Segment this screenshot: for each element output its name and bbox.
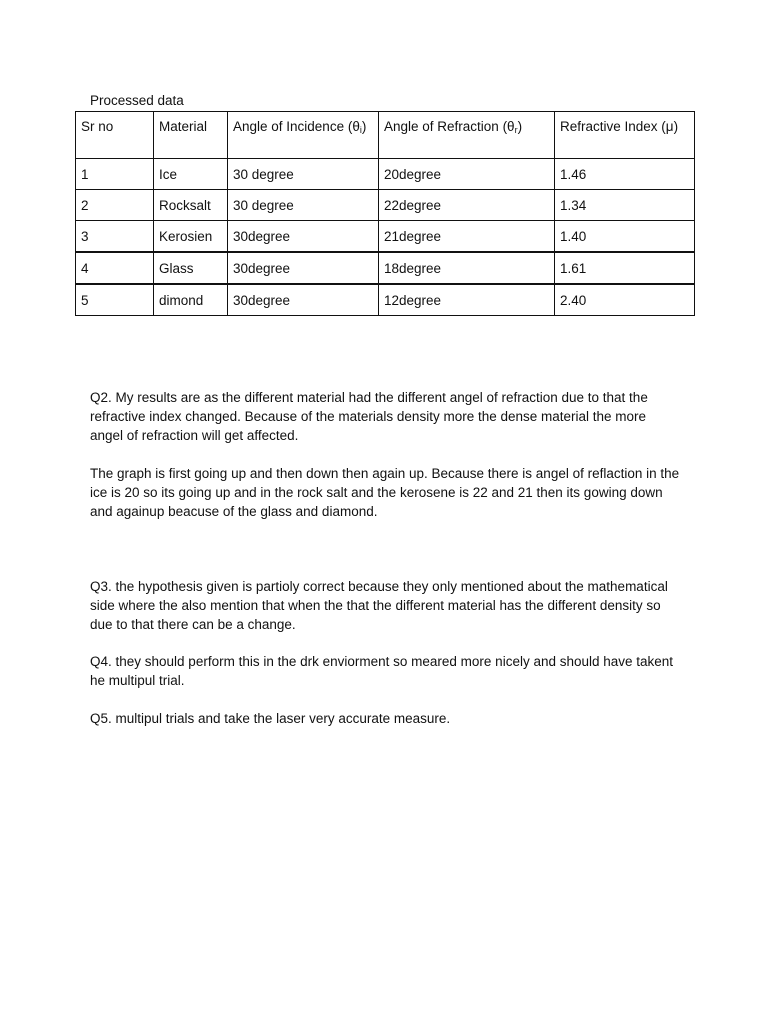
processed-data-table	[75, 111, 695, 316]
cell-material: Glass	[154, 252, 228, 284]
cell-refractive-index: 2.40	[555, 284, 695, 316]
cell-angle-of-refraction: 20degree	[379, 159, 555, 190]
table-row	[76, 221, 695, 253]
answer-q2-paragraph-1: Q2. My results are as the different material had the different angel of refraction due to that the refractive index changed. Because of the materials density more the dense material the more angel of refraction will get affected.	[90, 390, 648, 443]
cell-angle-of-refraction: 18degree	[379, 252, 555, 284]
table-caption: Processed data	[90, 93, 184, 108]
cell-material: dimond	[154, 284, 228, 316]
header-refractive-index: Refractive Index (μ)	[555, 112, 695, 159]
cell-material: Kerosien	[154, 221, 228, 253]
cell-refractive-index: 1.34	[555, 190, 695, 221]
cell-refractive-index: 1.61	[555, 252, 695, 284]
cell-angle-of-refraction: 12degree	[379, 284, 555, 316]
table-row	[76, 190, 695, 221]
cell-refractive-index: 1.40	[555, 221, 695, 253]
cell-angle-of-refraction: 22degree	[379, 190, 555, 221]
cell-angle-of-incidence: 30degree	[228, 221, 379, 253]
header-material: Material	[154, 112, 228, 159]
answer-q3-paragraph: Q3. the hypothesis given is partioly correct because they only mentioned about the mathematical side where the also mention that when the that the different material has the different density so due to that there can be a change.	[90, 579, 668, 632]
header-angle-of-refraction: Angle of Refraction $(\theta_r)$	[379, 112, 555, 159]
cell-material: Rocksalt	[154, 190, 228, 221]
cell-sr-no: 4	[76, 252, 154, 284]
table-header-row	[76, 112, 695, 159]
answer-q5-paragraph: Q5. multipul trials and take the laser very accurate measure.	[90, 711, 451, 726]
cell-angle-of-incidence: 30 degree	[228, 190, 379, 221]
cell-angle-of-incidence: 30degree	[228, 284, 379, 316]
cell-sr-no: 5	[76, 284, 154, 316]
table-row	[76, 159, 695, 190]
cell-refractive-index: 1.46	[555, 159, 695, 190]
cell-sr-no: 2	[76, 190, 154, 221]
cell-angle-of-incidence: 30degree	[228, 252, 379, 284]
cell-sr-no: 1	[76, 159, 154, 190]
answer-q2-paragraph-2: The graph is first going up and then down then again up. Because there is angel of reflaction in the ice is 20 so its going up and in the rock salt and the kerosene is 22 and 21 then its gowing down and againup beacuse of the glass and diamond.	[90, 466, 680, 519]
header-sr-no: Sr no	[76, 112, 154, 159]
cell-angle-of-refraction: 21degree	[379, 221, 555, 253]
table-row	[76, 252, 695, 284]
header-angle-of-incidence: Angle of Incidence $(\theta_i)$	[228, 112, 379, 159]
answer-q4-paragraph: Q4. they should perform this in the drk enviorment so meared more nicely and should have takent he multipul trial.	[90, 654, 674, 688]
table-row	[76, 284, 695, 316]
cell-material: Ice	[154, 159, 228, 190]
cell-sr-no: 3	[76, 221, 154, 253]
cell-angle-of-incidence: 30 degree	[228, 159, 379, 190]
